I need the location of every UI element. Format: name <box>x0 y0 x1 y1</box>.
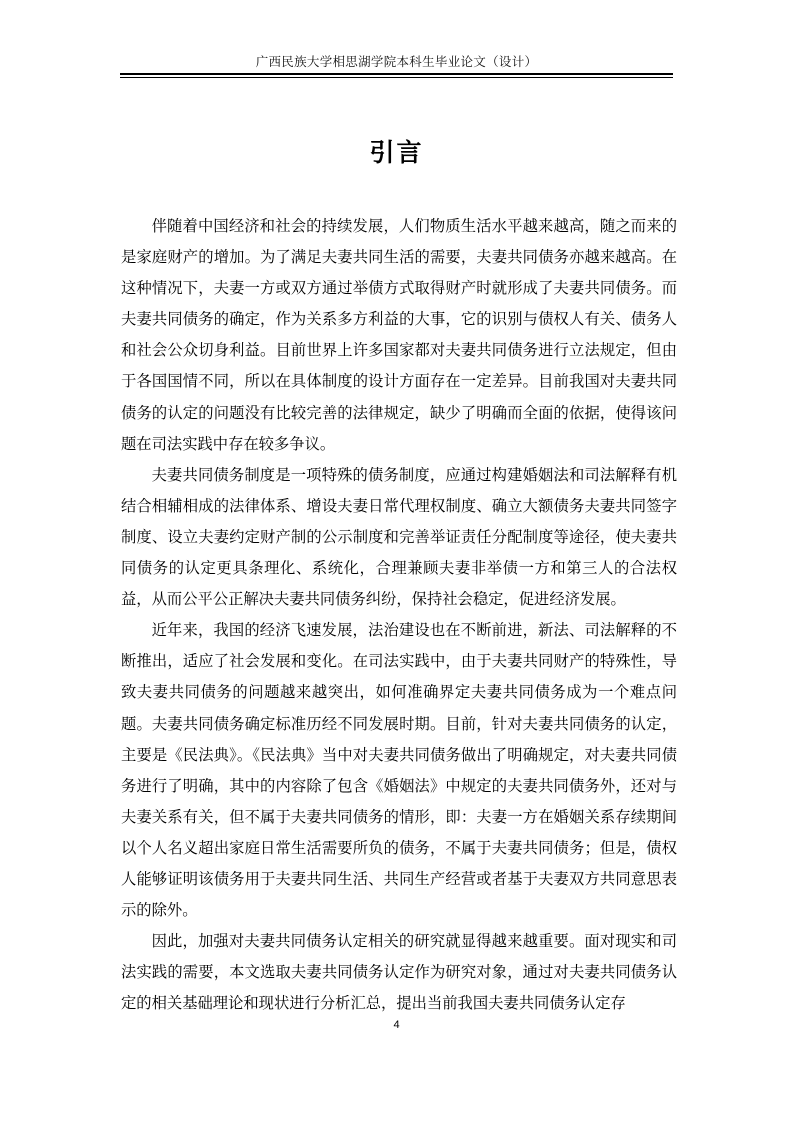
running-header: 广西民族大学相思湖学院本科生毕业论文（设计） <box>255 54 538 69</box>
header-rule-thick <box>120 73 673 75</box>
header-double-rule <box>120 73 673 79</box>
paragraph-2: 夫妻共同债务制度是一项特殊的债务制度，应通过构建婚姻法和司法解释有机结合相辅相成的法律体系、增设夫妻日常代理权制度、确立大额债务夫妻共同签字制度、设立夫妻约定财产制的公示制度和完善举证责任分配制度等途径，使夫妻共同债务的认定更具条理化、系统化，合理兼顾夫妻非举债一方和第三人的合法权益，从而公平公正解决夫妻共同债务纠纷，保持社会稳定，促进经济发展。 <box>121 465 677 609</box>
body-text <box>121 211 677 1019</box>
header-rule-thin <box>120 77 673 78</box>
paragraph-4: 因此，加强对夫妻共同债务认定相关的研究就显得越来越重要。面对现实和司法实践的需要，本文选取夫妻共同债务认定作为研究对象，通过对夫妻共同债务认定的相关基础理论和现状进行分析汇总，提出当前我国夫妻共同债务认定存 <box>121 932 677 1013</box>
page-number: 4 <box>393 1019 400 1031</box>
paragraph-1: 伴随着中国经济和社会的持续发展，人们物质生活水平越来越高，随之而来的是家庭财产的增加。为了满足夫妻共同生活的需要，夫妻共同债务亦越来越高。在这种情况下，夫妻一方或双方通过举债方式取得财产时就形成了夫妻共同债务。而夫妻共同债务的确定，作为关系多方利益的大事，它的识别与债权人有关、债务人和社会公众切身利益。目前世界上许多国家都对夫妻共同债务进行立法规定，但由于各国国情不同，所以在具体制度的设计方面存在一定差异。目前我国对夫妻共同债务的认定的问题没有比较完善的法律规定，缺少了明确而全面的依据，使得该问题在司法实践中存在较多争议。 <box>121 217 677 453</box>
section-title: 引言 <box>369 138 424 167</box>
paragraph-3: 近年来，我国的经济飞速发展，法治建设也在不断前进，新法、司法解释的不断推出，适应了社会发展和变化。在司法实践中，由于夫妻共同财产的特殊性，导致夫妻共同债务的问题越来越突出，如何准确界定夫妻共同债务成为一个难点问题。夫妻共同债务确定标准历经不同发展时期。目前，针对夫妻共同债务的认定，主要是《民法典》。《民法典》当中对夫妻共同债务做出了明确规定，对夫妻共同债务进行了明确，其中的内容除了包含《婚姻法》中规定的夫妻共同债务外，还对与夫妻关系有关，但不属于夫妻共同债务的情形，即：夫妻一方在婚姻关系存续期间以个人名义超出家庭日常生活需要所负的债务，不属于夫妻共同债务；但是，债权人能够证明该债务用于夫妻共同生活、共同生产经营或者基于夫妻双方共同意思表示的除外。 <box>121 621 677 920</box>
